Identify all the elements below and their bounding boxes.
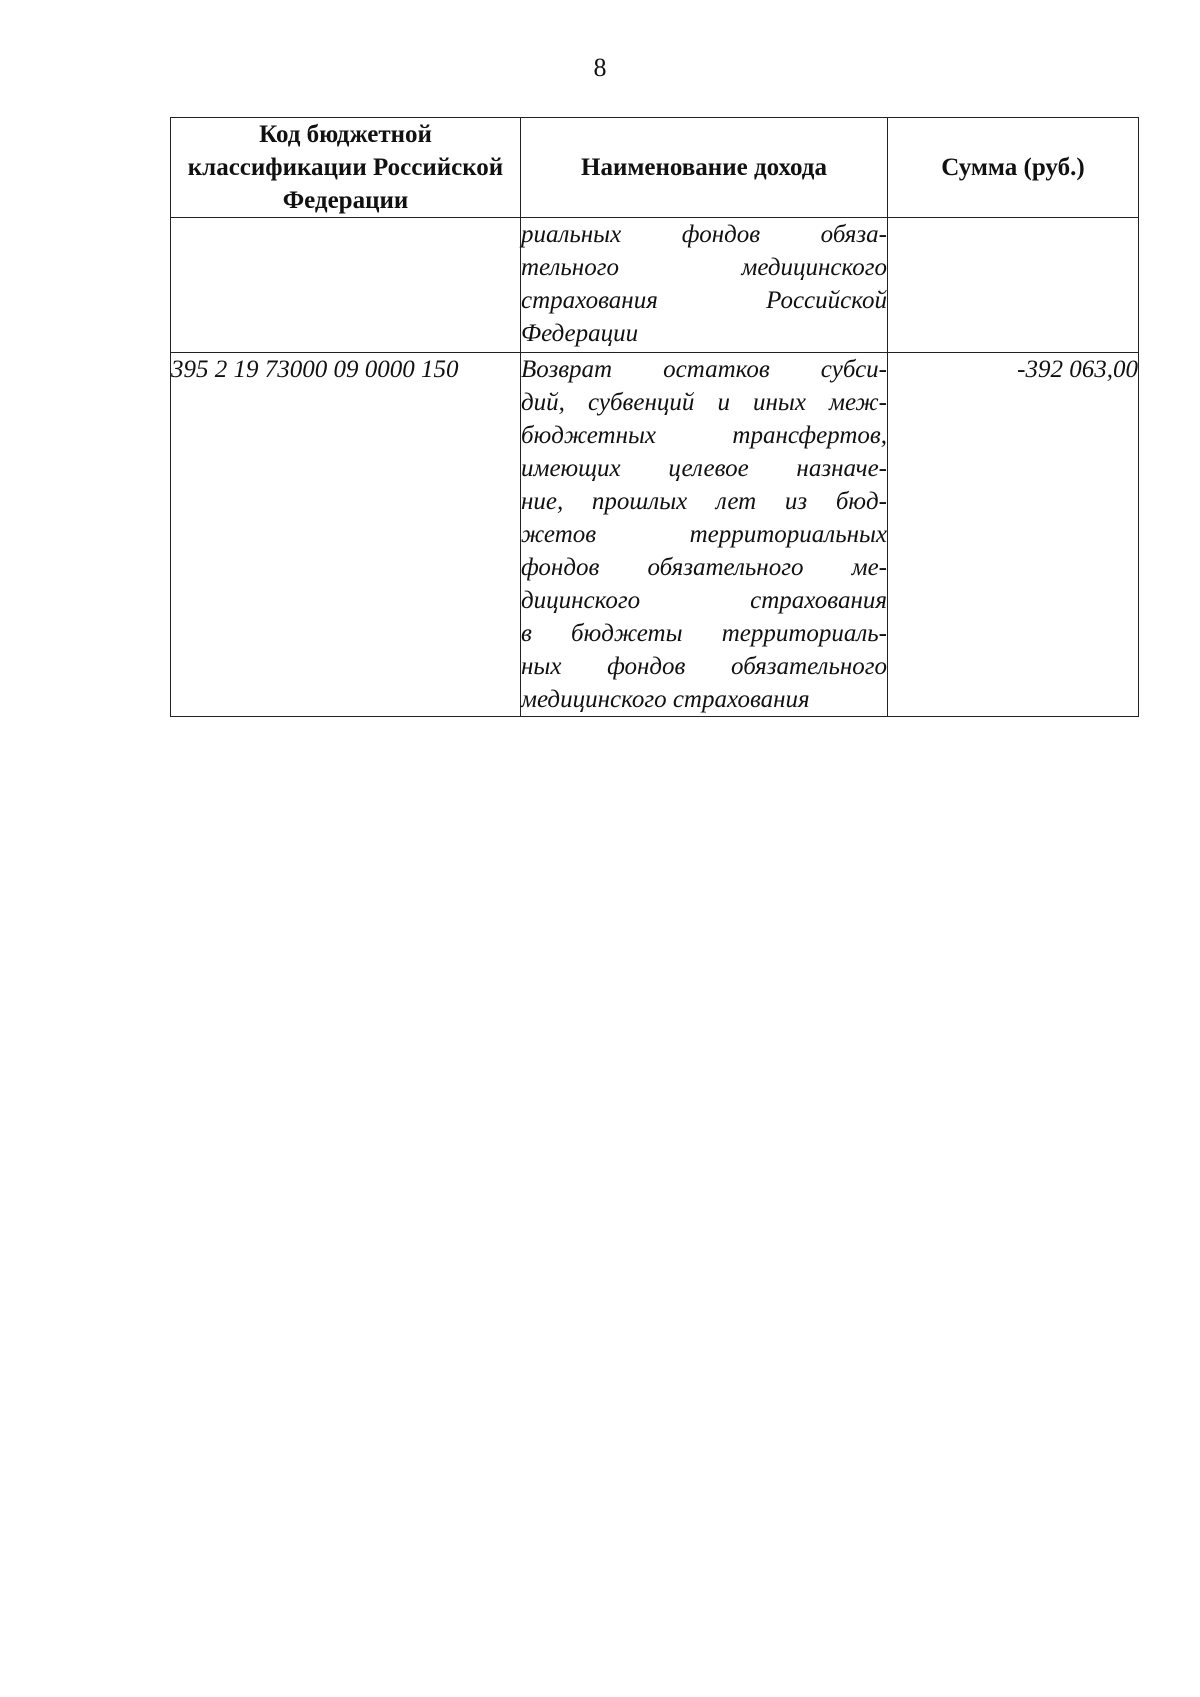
name-line: страхования Российской xyxy=(521,287,887,314)
table-header-row xyxy=(171,118,1139,218)
name-line: Федерации xyxy=(521,320,639,347)
name-line: Возврат остатков субси- xyxy=(521,356,887,383)
table-row xyxy=(171,353,1139,717)
cell-code xyxy=(171,218,521,353)
name-line: ние, прошлых лет из бюд- xyxy=(521,488,887,515)
name-line: дий, субвенций и иных меж- xyxy=(521,389,887,416)
name-line: ных фондов обязательного xyxy=(521,653,887,680)
name-line: медицинского страхования xyxy=(521,686,810,713)
table-row xyxy=(171,218,1139,353)
cell-amount xyxy=(888,218,1139,353)
header-amount: Сумма (руб.) xyxy=(888,118,1139,218)
cell-name xyxy=(521,353,888,717)
name-line: имеющих целевое назначе- xyxy=(521,455,887,482)
name-line: жетов территориальных xyxy=(521,521,887,548)
page-number: 8 xyxy=(593,53,607,82)
name-line: дицинского страхования xyxy=(521,587,887,614)
revenue-table xyxy=(170,117,1139,717)
name-line: тельного медицинского xyxy=(521,254,887,281)
name-line: в бюджеты территориаль- xyxy=(521,620,887,647)
name-line: риальных фондов обяза- xyxy=(521,221,887,248)
name-line: фондов обязательного ме- xyxy=(521,554,887,581)
cell-amount: -392 063,00 xyxy=(888,353,1139,717)
cell-name xyxy=(521,218,888,353)
header-name: Наименование дохода xyxy=(521,118,888,218)
header-code: Код бюджетной классификации Российской Федерации xyxy=(171,118,521,218)
cell-code: 395 2 19 73000 09 0000 150 xyxy=(171,353,521,717)
name-line: бюджетных трансфертов, xyxy=(521,422,887,449)
